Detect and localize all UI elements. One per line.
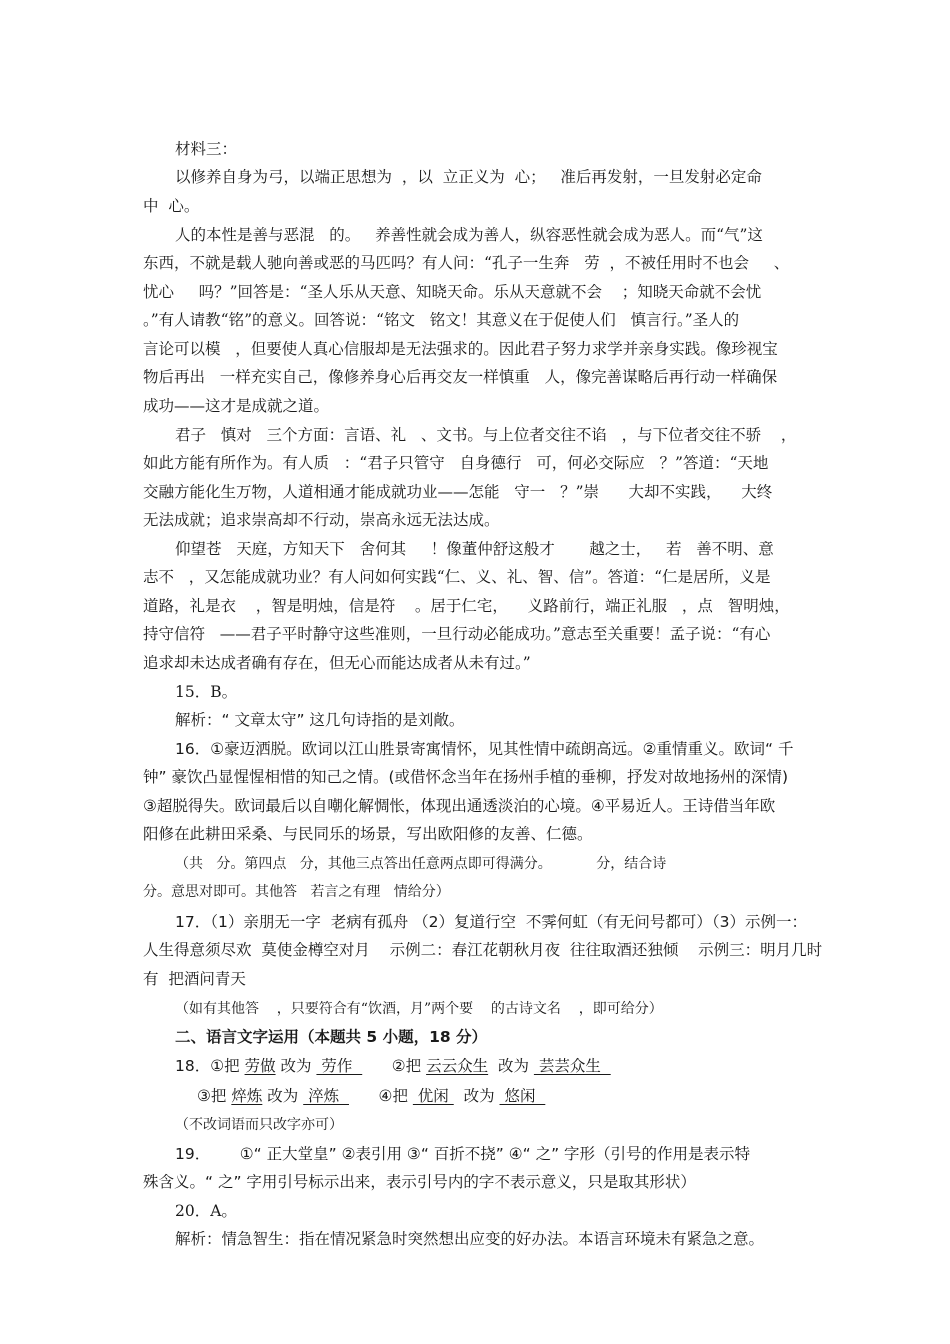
- q16-note-line: （共 分。第四点 分，其他三点答出任意两点即可得满分。 分，结合诗: [175, 856, 667, 872]
- q18-correction-4-wrong: 优闲: [412, 1087, 454, 1105]
- material3-p2-line: 成功——这才是成就之道。: [143, 397, 330, 415]
- material3-p3-line: 无法成就；追求崇高却不行动，崇高永远无法达成。: [143, 511, 500, 529]
- q18-correction-4-right: 悠闲: [499, 1087, 546, 1105]
- material3-p4-line: 持守信符 ——君子平时静守这些准则，一旦行动必能成功。”意志至关重要！孟子说：“有心: [143, 625, 771, 643]
- q17-line: 人生得意须尽欢 莫使金樽空对月 示例二：春江花朝秋月夜 往往取酒还独倾 示例三：明月几时: [143, 941, 823, 959]
- material3-heading: 材料三：: [175, 140, 238, 158]
- section2-title: 二、语言文字运用（本题共 5 小题，18 分）: [175, 1028, 488, 1046]
- material3-p4-line: 追求却未达成者确有存在，但无心而能达成者从未有过。”: [143, 654, 531, 672]
- q17-note: （如有其他答 ，只要符合有“饮酒，月”两个要 的古诗文名 ，即可给分）: [175, 1001, 663, 1017]
- q19-line: 殊含义。“ 之” 字用引号标示出来，表示引号内的字不表示意义，只是取其形状）: [143, 1173, 696, 1191]
- material3-p2-line: 言论可以模 ，但要使人真心信服却是无法强求的。因此君子努力求学并亲身实践。像珍视宝: [143, 340, 778, 358]
- q18-line-1: [175, 1053, 611, 1079]
- q18-correction-2-wrong: 云云众生: [426, 1057, 489, 1075]
- q16-note-line: 分。意思对即可。其他答 若言之有理 情给分）: [143, 884, 450, 900]
- material3-p4-line: 仰望苍 天庭，方知天下 舍何其 ！像董仲舒这般才 越之士， 若 善不明、意: [175, 540, 774, 558]
- q20-answer: 20．A。: [175, 1202, 237, 1220]
- q17-line: 17．（1）亲朋无一字 老病有孤舟 （2）复道行空 不霁何虹（有无问号都可）（3）示例一：: [175, 913, 807, 931]
- material3-p3-line: 交融方能化生万物，人道相通才能成就功业——怎能 守一 ？”崇 大却不实践， 大终: [143, 483, 773, 501]
- material3-p2-line: 人的本性是善与恶混 的。 养善性就会成为善人，纵容恶性就会成为恶人。而“气”这: [175, 226, 763, 244]
- q18-note: （不改词语而只改字亦可）: [175, 1117, 343, 1133]
- material3-p1-line: 以修养自身为弓，以端正思想为 ，以 立正义为 心； 准后再发射，一旦发射必定命: [175, 168, 762, 186]
- material3-p2-line: 东西，不就是载人驰向善或恶的马匹吗？有人问：“孔子一生奔 劳 ，不被任用时不也会 、: [143, 254, 790, 272]
- q18-correction-4-prefix: ④把: [348, 1087, 413, 1105]
- q18-correction-2-prefix: ②把: [362, 1057, 427, 1075]
- material3-p1-line: 中 心。: [143, 197, 200, 215]
- q18-correction-1-prefix: ①把: [210, 1057, 245, 1075]
- material3-p2-line: 物后再出 一样充实自己，像修养身心后再交友一样慎重 人，像完善谋略后再行动一样确保: [143, 368, 778, 386]
- material3-p2-line: 。”有人请教“铭”的意义。回答说：“铭文 铭文！其意义在于促使人们 慎言行。”圣人的: [143, 311, 740, 329]
- q18-correction-2-right: 芸芸众生: [533, 1057, 611, 1075]
- q15-analysis: 解析：“ 文章太守” 这几句诗指的是刘敞。: [175, 711, 465, 729]
- q18-correction-4-mid: 改为: [453, 1087, 500, 1105]
- q18-correction-2-mid: 改为: [488, 1057, 534, 1075]
- q19-line: 19． ①“ 正大堂皇” ②表引用 ③“ 百折不挠” ④“ 之” 字形（引号的作用是表示特: [175, 1145, 751, 1163]
- q18-correction-1-mid: 改为: [275, 1057, 317, 1075]
- q18-correction-1-wrong: 劳做: [244, 1057, 276, 1075]
- q20-analysis: 解析：情急智生：指在情况紧急时突然想出应变的好办法。本语言环境未有紧急之意。: [175, 1230, 765, 1248]
- q18-correction-3-mid: 改为: [262, 1087, 304, 1105]
- q18-line-2: [197, 1083, 545, 1109]
- q17-line: 有 把酒问青天: [143, 970, 246, 988]
- q18-correction-1-right: 劳作: [316, 1057, 363, 1075]
- q18-correction-3-prefix: ③把: [197, 1087, 232, 1105]
- q16-line: 阳修在此耕田采桑、与民同乐的场景，写出欧阳修的友善、仁德。: [143, 825, 593, 843]
- material3-p3-line: 君子 慎对 三个方面：言语、礼 、文书。与上位者交往不谄 ，与下位者交往不骄 ，: [175, 426, 797, 444]
- q18-correction-3-wrong: 焠炼: [231, 1087, 263, 1105]
- material3-p4-line: 志不 ，又怎能成就功业？有人问如何实践“仁、义、礼、智、信”。答道：“仁是居所，义是: [143, 568, 771, 586]
- material3-p3-line: 如此方能有所作为。有人质 ：“君子只管守 自身德行 可，何必交际应 ？”答道：“天地: [143, 454, 769, 472]
- q15-answer: 15．B。: [175, 683, 238, 701]
- q16-line: ③超脱得失。欧词最后以自嘲化解惆怅，体现出通透淡泊的心境。④平易近人。王诗借当年欧: [143, 797, 776, 815]
- q16-line: 16．①豪迈洒脱。欧词以江山胜景寄寓情怀，见其性情中疏朗高远。②重情重义。欧词“ 千: [175, 740, 794, 758]
- q16-line: 钟” 豪饮凸显惺惺相惜的知己之情。(或借怀念当年在扬州手植的垂柳，抒发对故地扬州的深情): [143, 768, 789, 786]
- material3-p4-line: 道路，礼是衣 ，智是明烛，信是符 。居于仁宅， 义路前行，端正礼服 ，点 智明烛，: [143, 597, 790, 615]
- q18-correction-3-right: 淬炼: [303, 1087, 349, 1105]
- q18-number: 18．: [175, 1057, 211, 1075]
- material3-p2-line: 忧心 吗？”回答是：“圣人乐从天意、知晓天命。乐从天意就不会 ；知晓天命就不会忧: [143, 283, 762, 301]
